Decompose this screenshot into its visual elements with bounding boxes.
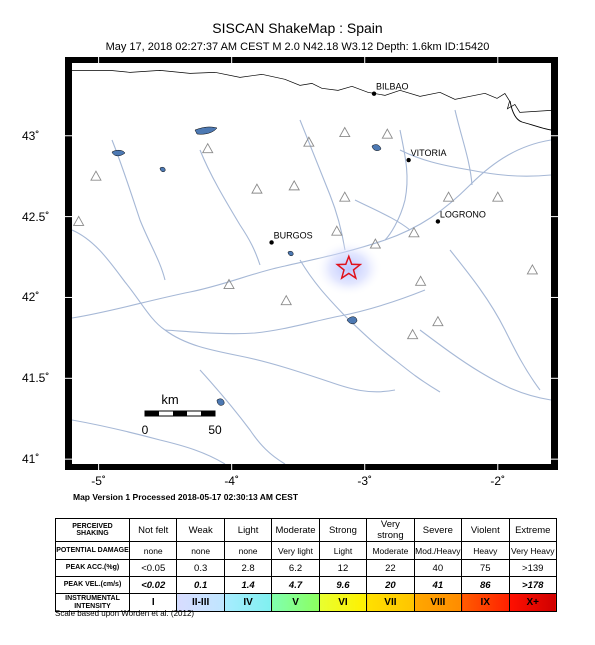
lat-label: 41˚ [22,452,40,467]
lat-label: 41.5˚ [22,371,50,386]
acc-cell: 12 [319,560,366,577]
map-version: Map Version 1 Processed 2018-05-17 02:30:13 AM CEST [73,492,299,502]
vel-cell: >178 [509,577,557,594]
scale-start: 0 [141,423,149,437]
damage-row-label: POTENTIAL DAMAGE [56,542,130,560]
lon-label: -3˚ [357,474,373,488]
damage-cell: none [177,542,224,560]
damage-cell: none [224,542,271,560]
acc-cell: 0.3 [177,560,224,577]
city-dot[interactable] [436,219,440,223]
map-title: SISCAN ShakeMap : Spain [212,20,383,36]
city-label: BILBAO [376,81,409,92]
scale-title: km [161,392,179,407]
vel-cell: 9.6 [319,577,366,594]
city-label: BURGOS [273,230,313,241]
intensity-cell: II-III [177,594,224,612]
intensity-cell: IV [224,594,271,612]
damage-cell: Very Heavy [509,542,557,560]
acc-cell: 75 [462,560,509,577]
vel-cell: 41 [414,577,461,594]
vel-cell: 86 [462,577,509,594]
damage-cell: Very light [272,542,319,560]
vel-cell: <0.02 [130,577,177,594]
acc-cell: >139 [509,560,557,577]
city-label: LOGRONO [439,209,486,220]
vel-cell: 0.1 [177,577,224,594]
lon-label: -2˚ [490,474,506,488]
shaking-cell: Very strong [367,519,414,542]
shaking-cell: Violent [462,519,509,542]
vel-cell: 4.7 [272,577,319,594]
city-dot[interactable] [372,92,376,96]
intensity-cell: VIII [414,594,461,612]
acc-cell: <0.05 [130,560,177,577]
intensity-cell: I [130,594,177,612]
intensity-cell: VI [319,594,366,612]
vel-row-label: PEAK VEL.(cm/s) [56,577,130,594]
acc-cell: 22 [367,560,414,577]
damage-cell: Mod./Heavy [414,542,461,560]
shaking-row-label: PERCEIVED SHAKING [56,519,130,542]
damage-cell: none [130,542,177,560]
intensity-cell: IX [462,594,509,612]
shaking-cell: Light [224,519,271,542]
intensity-cell: VII [367,594,414,612]
shaking-cell: Severe [414,519,461,542]
lon-label: -4˚ [224,474,239,488]
event-info: May 17, 2018 02:27:37 AM CEST M 2.0 N42.18 W3.12 Depth: 1.6km ID:15420 [105,41,490,53]
shaking-cell: Extreme [509,519,557,542]
damage-cell: Light [319,542,366,560]
acc-cell: 40 [414,560,461,577]
shaking-cell: Weak [177,519,224,542]
intensity-legend [55,518,557,612]
lat-label: 42˚ [22,290,40,305]
scale-note: Scale based upon Worden et al. (2012) [55,609,195,618]
acc-cell: 6.2 [272,560,319,577]
scale-end: 50 [208,423,222,437]
acc-cell: 2.8 [224,560,271,577]
lat-label: 42.5˚ [22,209,50,224]
shaking-cell: Not felt [130,519,177,542]
lon-label: -5˚ [91,474,106,488]
damage-cell: Moderate [367,542,414,560]
vel-cell: 20 [367,577,414,594]
city-dot[interactable] [269,240,273,244]
shaking-cell: Strong [319,519,366,542]
city-dot[interactable] [406,158,410,162]
lat-label: 43˚ [22,128,40,143]
damage-cell: Heavy [462,542,509,560]
intensity-row-label: INSTRUMENTAL INTENSITY [56,594,130,612]
intensity-cell: V [272,594,319,612]
shaking-cell: Moderate [272,519,319,542]
intensity-cell: X+ [509,594,557,612]
vel-cell: 1.4 [224,577,271,594]
city-label: VITORIA [410,148,447,159]
map-frame [65,57,558,470]
acc-row-label: PEAK ACC.(%g) [56,560,130,577]
intensity-shading [315,240,383,296]
